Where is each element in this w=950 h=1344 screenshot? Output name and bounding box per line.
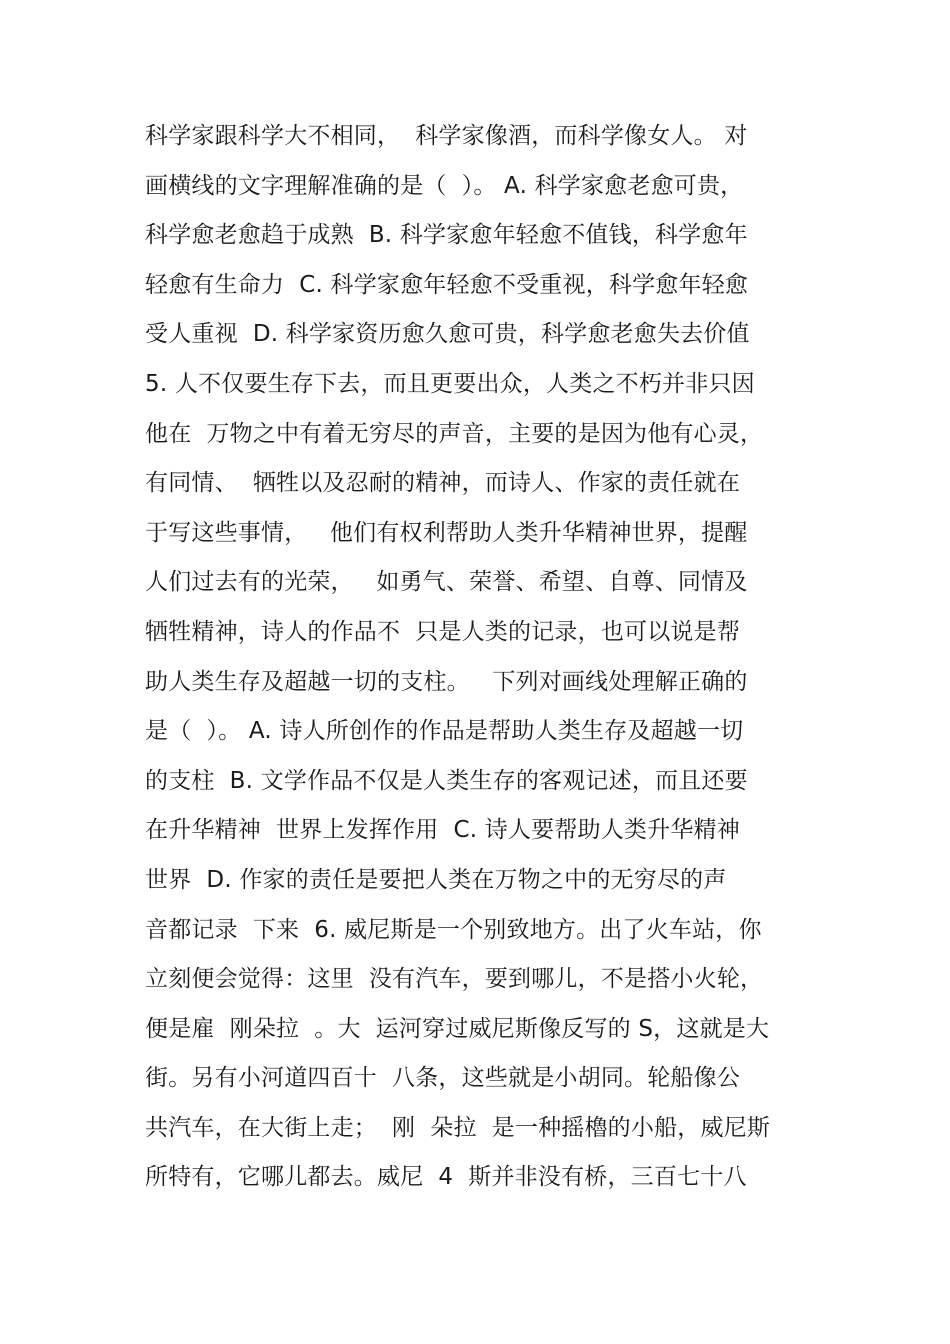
text-line: 的支柱 B. 文学作品不仅是人类生存的客观记述，而且还要 xyxy=(145,767,748,794)
text-line: 科学愈老愈趋于成熟 B. 科学家愈年轻愈不值钱，科学愈年 xyxy=(145,222,748,249)
text-line: 助人类生存及超越一切的支柱。 下列对画线处理解正确的 xyxy=(145,668,748,695)
text-line: 便是雇 刚朵拉 。大 运河穿过威尼斯像反写的 S，这就是大 xyxy=(145,1015,770,1042)
text-line: 有同情、 牺牲以及忍耐的精神，而诗人、作家的责任就在 xyxy=(145,470,741,497)
text-line: 轻愈有生命力 C. 科学家愈年轻愈不受重视，科学愈年轻愈 xyxy=(145,271,749,298)
text-line: 世界 D. 作家的责任是要把人类在万物之中的无穷尽的声 xyxy=(145,866,727,893)
text-line: 共汽车，在大街上走； 刚 朵拉 是一种摇櫓的小船，威尼斯 xyxy=(145,1114,771,1141)
text-line: 画横线的文字理解准确的是（ ）。 A. 科学家愈老愈可贵， xyxy=(145,172,744,199)
text-line: 牺牲精神，诗人的作品不 只是人类的记录，也可以说是帮 xyxy=(145,618,741,645)
document-text xyxy=(145,112,825,1203)
text-line: 科学家跟科学大不相同， 科学家像酒，而科学像女人。 对 xyxy=(145,123,748,149)
text-line: 街。另有小河道四百十 八条，这些就是小胡同。轮船像公 xyxy=(145,1065,741,1092)
text-line: 他在 万物之中有着无穷尽的声音，主要的是因为他有心灵， xyxy=(145,420,764,447)
text-line: 受人重视 D. 科学家资历愈久愈可贵，科学愈老愈失去价值 xyxy=(145,321,750,348)
text-line: 音都记录 下来 6. 威尼斯是一个别致地方。出了火车站，你 xyxy=(145,916,762,943)
text-line: 是（ ）。 A. 诗人所创作的作品是帮助人类生存及超越一切 xyxy=(145,718,744,745)
text-line: 在升华精神 世界上发挥作用 C. 诗人要帮助人类升华精神 xyxy=(145,817,740,844)
text-line: 所特有，它哪儿都去。威尼 4 斯并非没有桥，三百七十八 xyxy=(145,1164,747,1191)
text-line: 5. 人不仅要生存下去，而且更要出众，人类之不朽并非只因 xyxy=(145,370,755,397)
text-line: 人们过去有的光荣， 如勇气、荣誉、希望、自尊、同情及 xyxy=(145,569,748,596)
text-line: 于写这些事情， 他们有权利帮助人类升华精神世界，提醒 xyxy=(145,519,748,546)
text-line: 立刻便会觉得：这里 没有汽车，要到哪儿，不是搭小火轮， xyxy=(145,966,764,993)
